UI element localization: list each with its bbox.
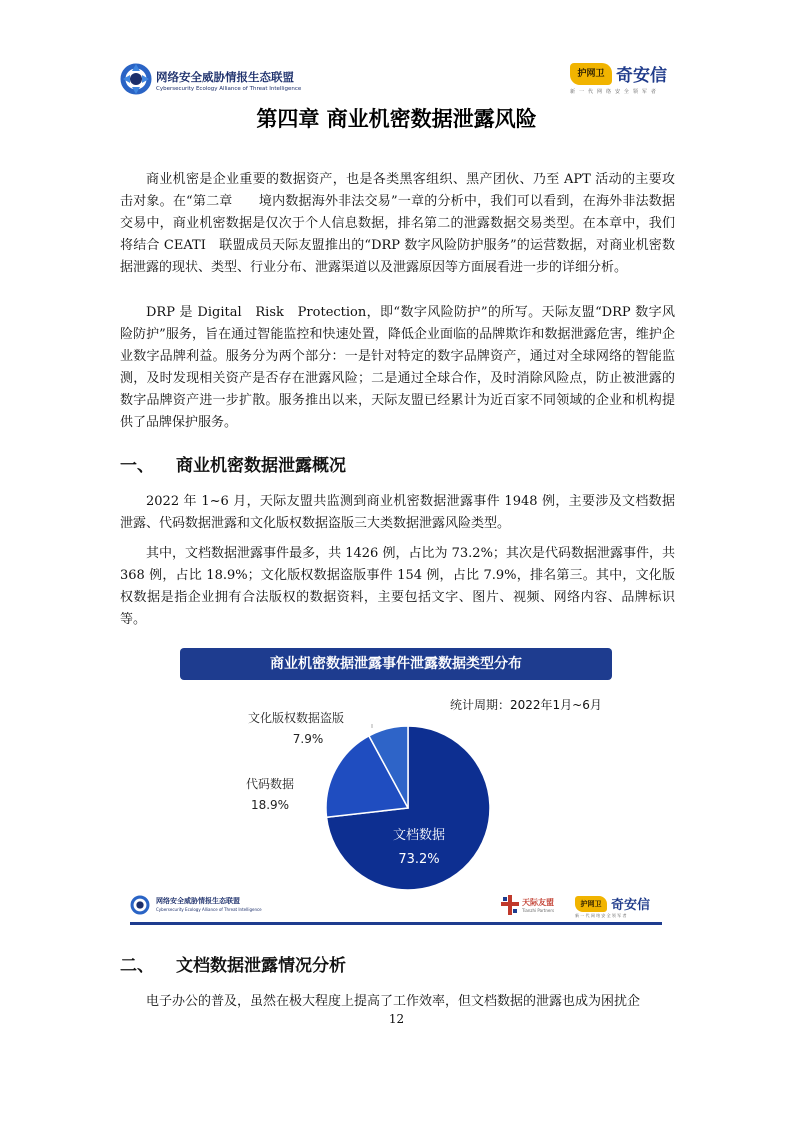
section-2-number: 二、	[120, 956, 154, 976]
alliance-emblem-icon	[120, 61, 152, 97]
tianji-name: 天际友盟	[522, 898, 554, 907]
footer-qianxin-logo	[575, 894, 665, 918]
section-1-paragraph-2: 其中，文档数据泄露事件最多，共 1426 例，占比为 73.2%；其次是代码数据泄露事件，共 368 例，占比 18.9%；文化版权数据盗版事件 154 例，占比 7.9%，排名第三。其中，文化版权数据是指企业拥有合法版权的数据资料，主要包括文字、图片、视频、网络内容、品牌标识等。	[120, 546, 675, 627]
section-1-title: 商业机密数据泄露概况	[176, 456, 346, 476]
pie-chart-figure	[120, 638, 662, 926]
section-2-title: 文档数据泄露情况分析	[176, 956, 346, 976]
intro-paragraph-2: DRP 是 Digital Risk Protection，即“数字风险防护”的所写。天际友盟“DRP 数字风险防护”服务，旨在通过智能监控和快速处置，降低企业面临的品牌欺诈和数据泄露危害，维护企业数字品牌利益。服务分为两个部分：一是针对特定的数字品牌资产，通过对全球网络的智能监测，及时发现相关资产是否存在泄露风险；二是通过全球合作，及时消除风险点，防止被泄露的数字品牌资产进一步扩散。服务推出以来，天际友盟已经累计为近百家不同领域的企业和机构提供了品牌保护服务。	[120, 305, 675, 430]
section-1-number: 一、	[120, 456, 154, 476]
footer-alliance-name: 网络安全威胁情报生态联盟	[156, 897, 240, 905]
chart-period: 统计周期：2022年1月~6月	[450, 698, 602, 712]
label-code-value: 18.9%	[250, 798, 290, 812]
chart-title: 商业机密数据泄露事件泄露数据类型分布	[180, 648, 612, 680]
qianxin-logo	[570, 61, 680, 97]
label-culture-name: 文化版权数据盗版	[247, 711, 345, 725]
alliance-logo	[120, 61, 320, 101]
footer-qianxin-name: 奇安信	[611, 898, 651, 913]
alliance-emblem-small-icon	[130, 894, 150, 916]
section-1-paragraph-1: 2022 年 1~6 月，天际友盟共监测到商业机密数据泄露事件 1948 例，主要涉及文档数据泄露、代码数据泄露和文化版权数据盗版三大类数据泄露风险类型。	[120, 494, 675, 531]
label-document-name: 文档数据	[392, 828, 446, 843]
page-number: 12	[388, 1012, 405, 1026]
intro-paragraph-1: 商业机密是企业重要的数据资产，也是各类黑客组织、黑产团伙、乃至 APT 活动的主要攻击对象。在“第二章 境内数据海外非法交易”一章的分析中，我们可以看到，在海外非法数据交易中，商业机密数据是仅次于个人信息数据，排名第二的泄露数据交易类型。在本章中，我们将结合 CEATI 联盟成员天际友盟推出的“DRP 数字风险防护服务”的运营数据，对商业机密数据泄露的现状、类型、行业分布、泄露渠道以及泄露原因等方面展看进一步的详细分析。	[120, 172, 675, 275]
label-culture-value: 7.9%	[292, 732, 324, 746]
footer-qianxin-mark: 护网卫	[575, 896, 607, 912]
qianxin-slogan: 新 一 代 网 络 安 全 领 军 者	[570, 89, 658, 95]
tianji-emblem-icon	[500, 894, 520, 916]
alliance-name-en: Cybersecurity Ecology Alliance of Threat Intelligence	[156, 86, 302, 92]
qianxin-name: 奇安信	[616, 66, 667, 86]
alliance-name: 网络安全威胁情报生态联盟	[156, 70, 294, 84]
footer-alliance-name-en: Cybersecurity Ecology Alliance of Threat Intelligence	[156, 907, 262, 912]
qianxin-mark: 护网卫	[570, 63, 612, 85]
chapter-title: 第四章 商业机密数据泄露风险	[256, 107, 537, 131]
tianji-logo	[500, 894, 570, 918]
section-2-paragraph: 电子办公的普及，虽然在极大程度上提高了工作效率，但文档数据的泄露也成为困扰企	[146, 994, 641, 1009]
section-1-heading	[120, 451, 346, 476]
section-2-heading	[120, 951, 346, 976]
pie-chart	[120, 638, 662, 894]
figure-bottom-rule	[130, 922, 662, 925]
footer-qianxin-slogan: 新 一 代 网 络 安 全 领 军 者	[575, 913, 627, 918]
label-code-name: 代码数据	[245, 777, 295, 791]
figure-footer	[130, 894, 660, 918]
label-document-value: 73.2%	[398, 852, 440, 867]
tianji-name-en: Tianzhi Partners	[522, 908, 555, 913]
